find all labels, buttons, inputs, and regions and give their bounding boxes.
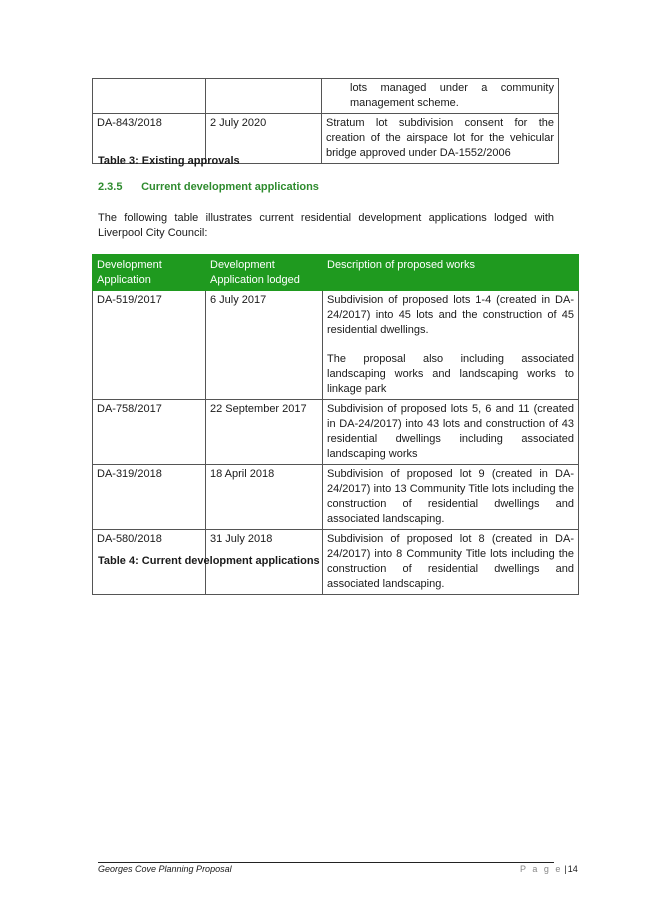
date-cell: 22 September 2017 [206,400,323,465]
current-applications-table [92,254,579,595]
table-header-row [93,255,579,291]
table-row [93,79,559,114]
date-cell: 2 July 2020 [206,114,322,164]
application-cell: DA-843/2018 [93,114,206,164]
table-4-caption: Table 4: Current development applications [98,555,320,567]
table-row [93,400,579,465]
description-cell: Subdivision of proposed lot 9 (created in DA-24/2017) into 13 Community Title lots including the construction of residential dwellings and associated landscaping. [323,465,579,530]
description-paragraph: The proposal also including associated landscaping works and landscaping works to linkage park [327,353,574,395]
section-title: Current development applications [141,181,319,193]
footer-page-info: P a g e |14 [520,864,578,874]
header-description: Description of proposed works [323,255,579,291]
date-cell [206,79,322,114]
section-heading [98,181,319,193]
application-cell: DA-519/2017 [93,291,206,400]
table-3-caption: Table 3: Existing approvals [98,155,240,167]
existing-approvals-table [92,78,559,164]
footer-divider [98,862,554,863]
date-cell: 6 July 2017 [206,291,323,400]
description-cell: Stratum lot subdivision consent for the creation of the airspace lot for the vehicular bridge approved under DA-1552/2006 [322,114,559,164]
application-cell: DA-319/2018 [93,465,206,530]
description-cell: Subdivision of proposed lots 5, 6 and 11 (created in DA-24/2017) into 43 lots and construction of 43 residential dwellings including associated landscaping works [323,400,579,465]
application-cell: DA-758/2017 [93,400,206,465]
page-label: P a g e [520,864,563,874]
description-cell: lots managed under a community management scheme. [322,79,559,114]
description-cell: Subdivision of proposed lot 8 (created in DA-24/2017) into 8 Community Title lots including the construction of residential dwellings and associated landscaping. [323,530,579,595]
header-date-lodged: Development Application lodged [206,255,323,291]
description-cell [323,291,579,400]
intro-paragraph: The following table illustrates current residential development applications lodged with Liverpool City Council: [98,212,554,239]
footer-document-title: Georges Cove Planning Proposal [98,864,232,874]
section-number: 2.3.5 [98,181,123,193]
table-row [93,291,579,400]
description-paragraph: Subdivision of proposed lots 1-4 (created in DA-24/2017) into 45 lots and the construction of 45 residential dwellings. [327,294,574,336]
date-cell: 31 July 2018 [206,530,323,595]
date-cell: 18 April 2018 [206,465,323,530]
header-application: Development Application [93,255,206,291]
table-row [93,465,579,530]
page-number: 14 [567,864,578,874]
application-cell [93,79,206,114]
application-cell: DA-580/2018 [93,530,206,595]
